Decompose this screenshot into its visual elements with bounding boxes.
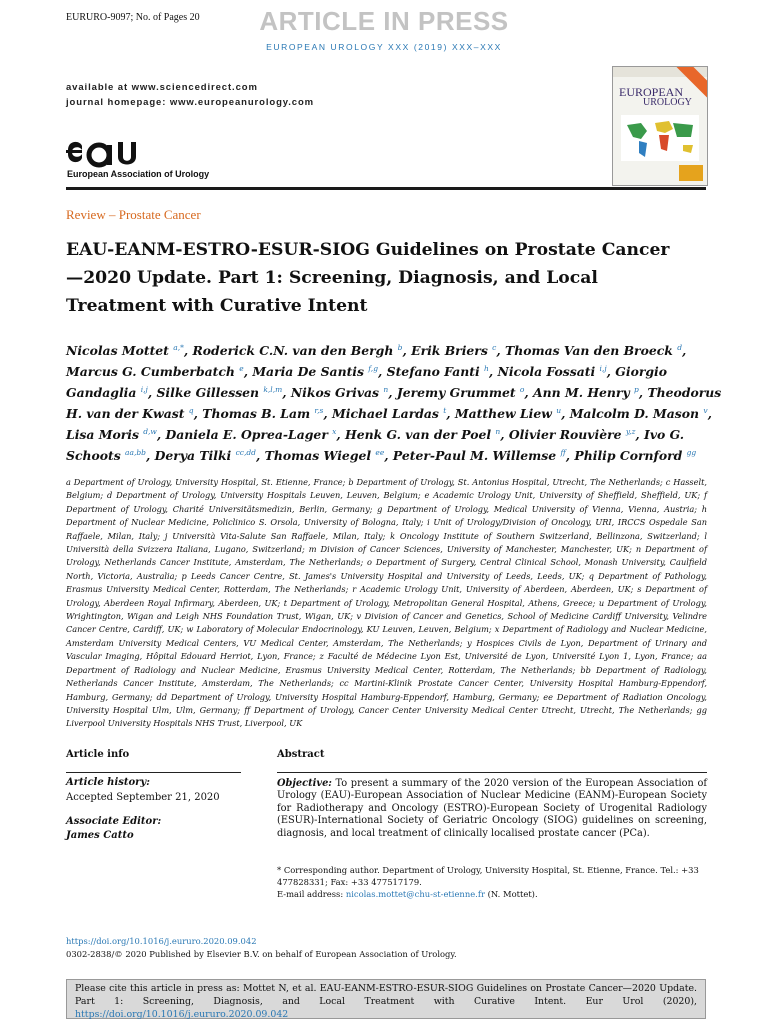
author-name: Thomas B. Lam — [202, 405, 315, 421]
homepage-link[interactable]: journal homepage: www.europeanurology.com — [66, 97, 315, 108]
author-affiliation-marker[interactable]: n — [495, 426, 501, 436]
author-name: Matthew Liew — [454, 405, 557, 421]
article-info-heading: Article info — [66, 749, 130, 760]
doi-link[interactable]: https://doi.org/10.1016/j.eururo.2020.09.042 — [66, 936, 257, 946]
article-section: Review – Prostate Cancer — [66, 207, 201, 222]
author-affiliation-marker[interactable]: ee — [375, 447, 385, 457]
author-affiliation-marker[interactable]: x — [332, 426, 337, 436]
author-affiliation-marker[interactable]: n — [383, 384, 389, 394]
cover-title-2: UROLOGY — [643, 97, 692, 108]
author-name: Erik Briers — [411, 343, 493, 359]
header-rule — [66, 187, 706, 190]
objective-label: Objective: — [277, 778, 332, 789]
abstract-rule — [277, 772, 707, 773]
author-name: Giorgio Gandaglia — [66, 364, 667, 400]
article-info-rule — [66, 772, 241, 773]
abstract-heading: Abstract — [277, 749, 325, 760]
author-list: Nicolas Mottet $^{a,*}$, Roderick C.N. van den Bergh $^b$, Erik Briers $^c$, Thomas Van den Broeck $^d$, Marcus G. Cumberbatch $^e$, Maria De Santis $^{f,g}$, Stefano Fanti $^h$, Nicola Fossati $^{i,j}$, Giorgio Gandaglia $^{i,j}$, Silke Gillessen $^{k,l,m}$, Nikos Grivas $^n$, Jeremy Grummet $^o$, Ann M. Henry $^p$, Theodorus H. van der Kwast $^q$, Thomas B. Lam $^{r,s}$, Michael Lardas $^t$, Matthew Liew $^u$, Malcolm D. Mason $^v$, Lisa Moris $^{d,w}$, Daniela E. Oprea-Lager $^x$, Henk G. van der Poel $^n$, Olivier Rouvière $^{y,z}$, Ivo G. Schoots $^{aa,bb}$, Derya Tilki $^{cc,dd}$, Thomas Wiegel $^{ee}$, Peter-Paul M. Willemse $^{ff}$, Philip Cornford $^{gg}$ — [66, 343, 722, 463]
eau-logo — [66, 136, 146, 172]
citation-doi-link[interactable]: https://doi.org/10.1016/j.eururo.2020.09.042 — [75, 1009, 289, 1020]
citation-box — [66, 979, 706, 1019]
journal-links — [66, 80, 314, 110]
correspondence — [277, 864, 707, 901]
author-name: Theodorus H. van der Kwast — [66, 384, 722, 421]
associate-editor-label: Associate Editor: — [66, 816, 162, 827]
article-in-press-banner: ARTICLE IN PRESS — [259, 6, 509, 36]
associate-editor-value: James Catto — [66, 830, 134, 841]
copyright: 0302-2838/© 2020 Published by Elsevier B.V. on behalf of European Association of Urology. — [66, 949, 457, 959]
citation-text: Please cite this article in press as: Mottet N, et al. EAU-EANM-ESTRO-ESUR-SIOG Guidelines on Prostate Cancer—2020 Update. Part 1: Screening, Diagnosis, and Local Treatment with Curative Intent. Eur Urol (2020), — [75, 983, 697, 1007]
author-name: Ann M. Henry — [533, 384, 634, 400]
author-name: Maria De Santis — [252, 364, 369, 380]
author-name: Derya Tilki — [154, 447, 236, 463]
author-affiliation-marker[interactable]: b — [397, 343, 403, 352]
author-affiliation-marker[interactable]: e — [239, 363, 244, 373]
author-name: Nicola Fossati — [497, 364, 600, 380]
author-affiliation-marker[interactable]: t — [443, 405, 447, 415]
author-affiliation-marker[interactable]: q — [188, 405, 194, 415]
author-affiliation-marker[interactable]: c — [492, 343, 497, 352]
manuscript-id: EURURO-9097; No. of Pages 20 — [66, 12, 200, 23]
available-link[interactable]: available at www.sciencedirect.com — [66, 82, 258, 93]
article-history-label: Article history: — [66, 777, 150, 788]
journal-cover-image — [612, 66, 708, 186]
affiliations: a Department of Urology, University Hospital, St. Etienne, France; b Department of Urology, St. Antonius Hospital, Utrecht, The Netherlands; c Hasselt, Belgium; d Department of Urology, University Hospitals Leuven, Leuven, Belgium; e Academic Urology Unit, University of Sheffield, Sheffield, UK; f Department of Urology, Charité Universitätsmedizin, Berlin, Germany; g Department of Urology, Medical University of Vienna, Vienna, Austria; h Department of Nuclear Medicine, Policlinico S. Orsola, University of Bologna, Italy; i Unit of Urology/Division of Oncology, URI, IRCCS Ospedale San Raffaele, Milan, Italy; j Università Vita-Salute San Raffaele, Milan, Italy; k Oncology Institute of Southern Switzerland, Bellinzona, Switzerland; l Università della Svizzera Italiana, Lugano, Switzerland; m Division of Cancer Sciences, University of Manchester, Manchester, UK; n Department of Urology, Netherlands Cancer Institute, Amsterdam, The Netherlands; o Department of Surgery, Central Clinical School, Monash University, Caulfield North, Victoria, Australia; p Leeds Cancer Centre, St. James's University Hospital and University of Leeds, Leeds, UK; q Department of Pathology, Erasmus University Medical Center, Rotterdam, The Netherlands; r Academic Urology Unit, University of Aberdeen, Aberdeen, UK; s Department of Urology, Aberdeen Royal Infirmary, Aberdeen, UK; t Department of Urology, Metropolitan General Hospital, Athens, Greece; u Department of Urology, Wrightington, Wigan and Leigh NHS Foundation Trust, Wigan, UK; v Division of Cancer and Genetics, School of Medicine Cardiff University, Velindre Cancer Centre, Cardiff, UK; w Laboratory of Molecular Endocrinology, KU Leuven, Leuven, Belgium; x Department of Radiology and Nuclear Medicine, Amsterdam University Medical Centers, VU Medical Center, Amsterdam, The Netherlands; y Hospices Civils de Lyon, Department of Urinary and Vascular Imaging, Hôpital Edouard Herriot, Lyon, France; z Faculté de Médecine Lyon Est, Université de Lyon, Université Lyon 1, Lyon, France; aa Department of Radiology and Nuclear Medicine, Erasmus University Medical Center, Rotterdam, The Netherlands; bb Department of Radiology, Netherlands Cancer Institute, Amsterdam, The Netherlands; cc Martini-Klinik Prostate Cancer Center, University Hospital Hamburg-Eppendorf, Hamburg, Germany; dd Department of Urology, University Hospital Hamburg-Eppendorf, Hamburg, Germany; ee Department of Radiation Oncology, University Hospital Ulm, Ulm, Germany; ff Department of Urology, Cancer Center University Medical Center Utrecht, Utrecht, The Netherlands; gg Liverpool University Hospitals NHS Trust, Liverpool, UK — [66, 477, 707, 729]
author-affiliation-marker[interactable]: a,* — [173, 343, 184, 352]
email-suffix: (N. Mottet). — [487, 889, 538, 900]
author-name: Stefano Fanti — [386, 364, 485, 380]
author-affiliation-marker[interactable]: p — [633, 384, 639, 394]
author-name: Thomas Wiegel — [264, 447, 376, 463]
author-affiliation-marker[interactable]: f,g — [368, 363, 378, 373]
cover-map — [621, 115, 699, 161]
author-name: Philip Cornford — [574, 447, 687, 463]
author-affiliation-marker[interactable]: i,j — [140, 384, 148, 394]
author-name: Daniela E. Oprea-Lager — [165, 426, 333, 442]
author-affiliation-marker[interactable]: cc,dd — [235, 447, 256, 457]
author-name: Marcus G. Cumberbatch — [66, 364, 240, 380]
author-affiliation-marker[interactable]: aa,bb — [125, 447, 146, 457]
article-history-value: Accepted September 21, 2020 — [66, 792, 220, 803]
author-name: Henk G. van der Poel — [345, 426, 496, 442]
eau-name: European Association of Urology — [67, 169, 210, 179]
author-affiliation-marker[interactable]: gg — [686, 447, 697, 457]
email-label: E-mail address: — [277, 889, 344, 900]
author-name: Thomas Van den Broeck — [504, 343, 678, 359]
author-name: Nicolas Mottet — [66, 343, 174, 359]
author-name: Olivier Rouvière — [508, 426, 626, 442]
correspondence-text: * Corresponding author. Department of Urology, University Hospital, St. Etienne, France. Tel.: +33 477828331; Fax: +33 477517179. — [277, 865, 699, 888]
author-affiliation-marker[interactable]: i,j — [599, 363, 607, 373]
author-name: Jeremy Grummet — [396, 384, 520, 400]
author-name: Silke Gillessen — [156, 384, 264, 400]
author-affiliation-marker[interactable]: d,w — [143, 426, 157, 436]
author-affiliation-marker[interactable]: y,z — [625, 426, 636, 436]
author-name: Lisa Moris — [66, 426, 144, 442]
author-affiliation-marker[interactable]: v — [703, 405, 708, 415]
author-affiliation-marker[interactable]: d — [677, 343, 682, 352]
author-name: Nikos Grivas — [290, 384, 384, 400]
author-affiliation-marker[interactable]: k,l,m — [263, 384, 283, 394]
author-affiliation-marker[interactable]: r,s — [314, 405, 324, 415]
author-affiliation-marker[interactable]: o — [519, 384, 525, 394]
objective-text: To present a summary of the 2020 version of the European Association of Urology (EAU)-European Association of Nuclear Medicine (EANM)-European Society for Radiotherapy and Oncology (ESTRO)-European Society of Urogenital Radiology (ESUR)-International Society of Geriatric Oncology (SIOG) guidelines on screening, diagnosis, and local treatment of clinically localised prostate cancer (PCa). — [277, 778, 707, 839]
article-title: EAU-EANM-ESTRO-ESUR-SIOG Guidelines on Prostate Cancer—2020 Update. Part 1: Screening, Diagnosis, and Local Treatment with Curative Intent — [66, 240, 670, 316]
eau-logo-icon — [66, 136, 146, 168]
author-affiliation-marker[interactable]: ff — [560, 447, 566, 457]
cover-title-1: EUROPEAN — [619, 85, 684, 99]
email-link[interactable]: nicolas.mottet@chu-st-etienne.fr — [345, 889, 485, 900]
author-name: Malcolm D. Mason — [569, 405, 704, 421]
author-name: Ivo G. Schoots — [66, 426, 685, 463]
author-name: Michael Lardas — [332, 405, 444, 421]
author-affiliation-marker[interactable]: h — [484, 363, 489, 373]
journal-line: EUROPEAN UROLOGY XXX (2019) XXX–XXX — [266, 42, 502, 52]
author-name: Peter-Paul M. Willemse — [392, 447, 561, 463]
author-affiliation-marker[interactable]: u — [556, 405, 562, 415]
author-name: Roderick C.N. van den Bergh — [192, 343, 398, 359]
abstract-objective — [277, 778, 707, 840]
